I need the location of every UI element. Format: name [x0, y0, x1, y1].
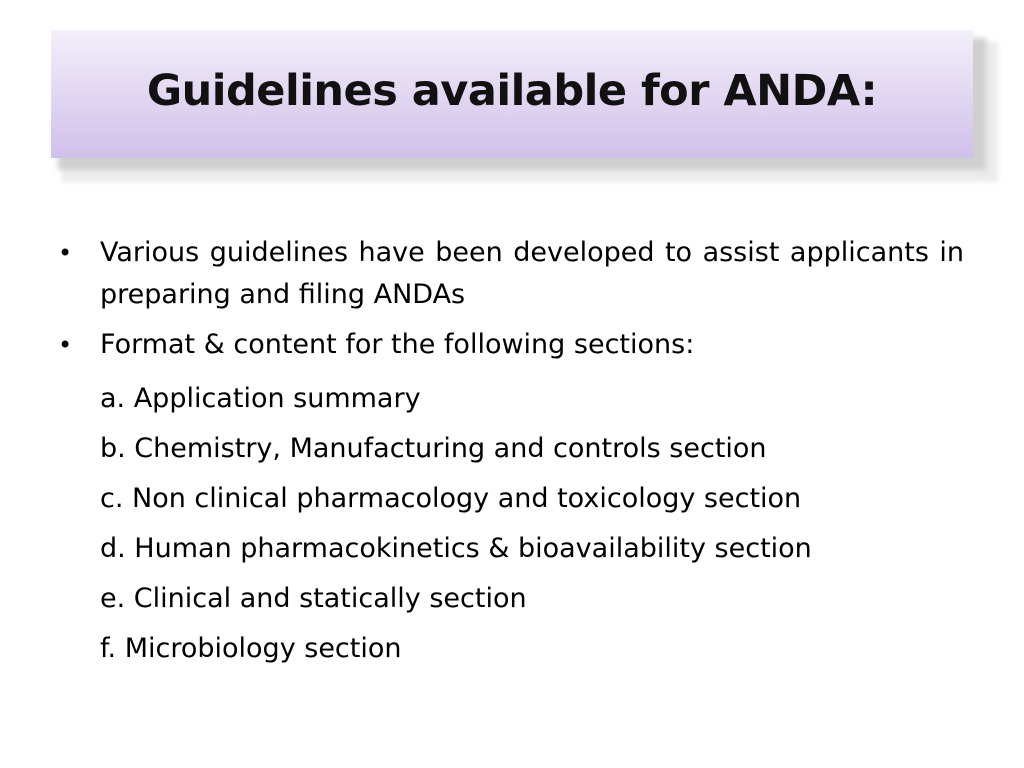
bullet-text: Format & content for the following sections:	[100, 329, 695, 360]
sub-list-item: e. Clinical and statically section	[100, 583, 527, 614]
sub-list-item: c. Non clinical pharmacology and toxicology section	[100, 483, 802, 514]
sub-list-item: f. Microbiology section	[100, 633, 402, 664]
slide-body	[58, 232, 964, 674]
bullet-text: Various guidelines have been developed to assist applicants in preparing and filing ANDAs	[100, 237, 964, 310]
bullet-item	[58, 324, 964, 366]
slide-title: Guidelines available for ANDA:	[146, 66, 878, 116]
sub-list-item: d. Human pharmacokinetics & bioavailability section	[100, 533, 812, 564]
title-banner	[51, 30, 973, 158]
bullet-marker: •	[58, 331, 73, 359]
bullet-item	[58, 232, 964, 316]
bullet-marker: •	[58, 239, 73, 267]
sub-list-item: a. Application summary	[100, 383, 421, 414]
sub-list-item: b. Chemistry, Manufacturing and controls section	[100, 433, 767, 464]
